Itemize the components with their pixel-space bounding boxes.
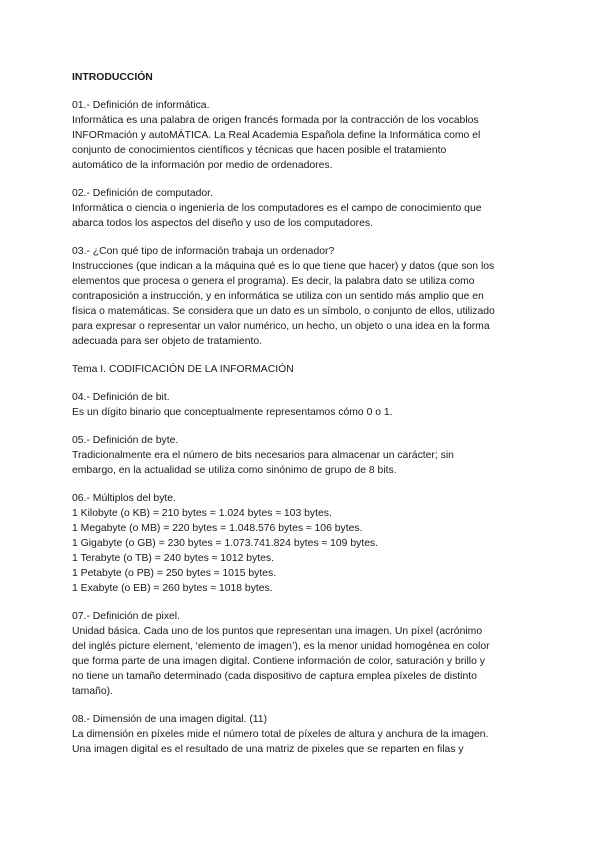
paragraph-line: no tiene un tamaño determinado (cada dispositivo de captura emplea píxeles de distinto <box>72 671 477 682</box>
list-item: 1 Terabyte (o TB) = 240 bytes ≈ 1012 bytes. <box>72 553 274 564</box>
list-item: 1 Gigabyte (o GB) = 230 bytes = 1.073.741.824 bytes ≈ 109 bytes. <box>72 538 379 549</box>
section-07 <box>72 609 534 699</box>
document-body <box>72 70 534 770</box>
paragraph-line: conjunto de conocimientos científicos y técnicas que hacen posible el tratamiento <box>72 145 447 156</box>
list-item: 1 Petabyte (o PB) = 250 bytes ≈ 1015 bytes. <box>72 568 277 579</box>
paragraph-line: Unidad básica. Cada uno de los puntos que representan una imagen. Un píxel (acrónimo <box>72 626 483 637</box>
chapter-title: Tema I. CODIFICACIÓN DE LA INFORMACIÓN <box>72 364 294 375</box>
section-05 <box>72 433 534 478</box>
paragraph-line: Informática o ciencia o ingeniería de los computadores es el campo de conocimiento que <box>72 203 482 214</box>
section-02 <box>72 186 534 231</box>
paragraph-line: adecuada para ser objeto de tratamiento. <box>72 336 263 347</box>
paragraph-line: que forma parte de una imagen digital. Contiene información de color, saturación y brillo y <box>72 656 485 667</box>
section-08 <box>72 712 534 757</box>
section-03 <box>72 244 534 349</box>
section-title: 02.- Definición de computador. <box>72 188 213 199</box>
section-01 <box>72 98 534 173</box>
section-title: 05.- Definición de byte. <box>72 435 179 446</box>
list-item: 1 Exabyte (o EB) = 260 bytes ≈ 1018 bytes. <box>72 583 273 594</box>
section-title: 04.- Definición de bit. <box>72 392 170 403</box>
byte-multiples-list <box>72 506 534 596</box>
paragraph-line: embargo, en la actualidad se utiliza como sinónimo de grupo de 8 bits. <box>72 465 397 476</box>
section-title: 08.- Dimensión de una imagen digital. (11) <box>72 714 268 725</box>
paragraph-line: La dimensión en píxeles mide el número total de píxeles de altura y anchura de la imagen. <box>72 729 489 740</box>
list-item: 1 Kilobyte (o KB) = 210 bytes = 1.024 bytes ≈ 103 bytes. <box>72 508 332 519</box>
section-title: 03.- ¿Con qué tipo de información trabaja un ordenador? <box>72 246 335 257</box>
paragraph-line: automático de la información por medio de ordenadores. <box>72 160 333 171</box>
section-title: 01.- Definición de informática. <box>72 100 210 111</box>
section-title: 06.- Múltiplos del byte. <box>72 493 176 504</box>
paragraph-line: Instrucciones (que indican a la máquina qué es lo que tiene que hacer) y datos (que son los <box>72 261 495 272</box>
paragraph-line: Informática es una palabra de origen francés formada por la contracción de los vocablos <box>72 115 479 126</box>
paragraph-line: INFORmación y autoMÁTICA. La Real Academia Española define la Informática como el <box>72 130 481 141</box>
paragraph-line: Tradicionalmente era el número de bits necesarios para almacenar un carácter; sin <box>72 450 454 461</box>
paragraph-line: contraposición a instrucción, y en informática se utiliza con un sentido más amplio que en <box>72 291 484 302</box>
paragraph-line: para expresar o representar un valor numérico, un hecho, un objeto o una idea en la forma <box>72 321 490 332</box>
section-title: 07.- Definición de pixel. <box>72 611 181 622</box>
paragraph-line: elementos que procesa o genera el programa). Es decir, la palabra dato se utiliza como <box>72 276 475 287</box>
paragraph-line: Una imagen digital es el resultado de una matriz de pixeles que se reparten en filas y <box>72 744 464 755</box>
paragraph-line: del inglés picture element, ‘elemento de imagen’), es la menor unidad homogénea en color <box>72 641 490 652</box>
paragraph-line: física o matemáticas. Se considera que un dato es un símbolo, o conjunto de ellos, utilizado <box>72 306 495 317</box>
paragraph-line: tamaño). <box>72 686 114 697</box>
page-title: INTRODUCCIÓN <box>72 72 153 83</box>
paragraph-line: Es un dígito binario que conceptualmente representamos cómo 0 o 1. <box>72 407 393 418</box>
paragraph-line: abarca todos los aspectos del diseño y uso de los computadores. <box>72 218 373 229</box>
section-06 <box>72 491 534 596</box>
section-04 <box>72 390 534 420</box>
list-item: 1 Megabyte (o MB) = 220 bytes = 1.048.576 bytes ≈ 106 bytes. <box>72 523 363 534</box>
